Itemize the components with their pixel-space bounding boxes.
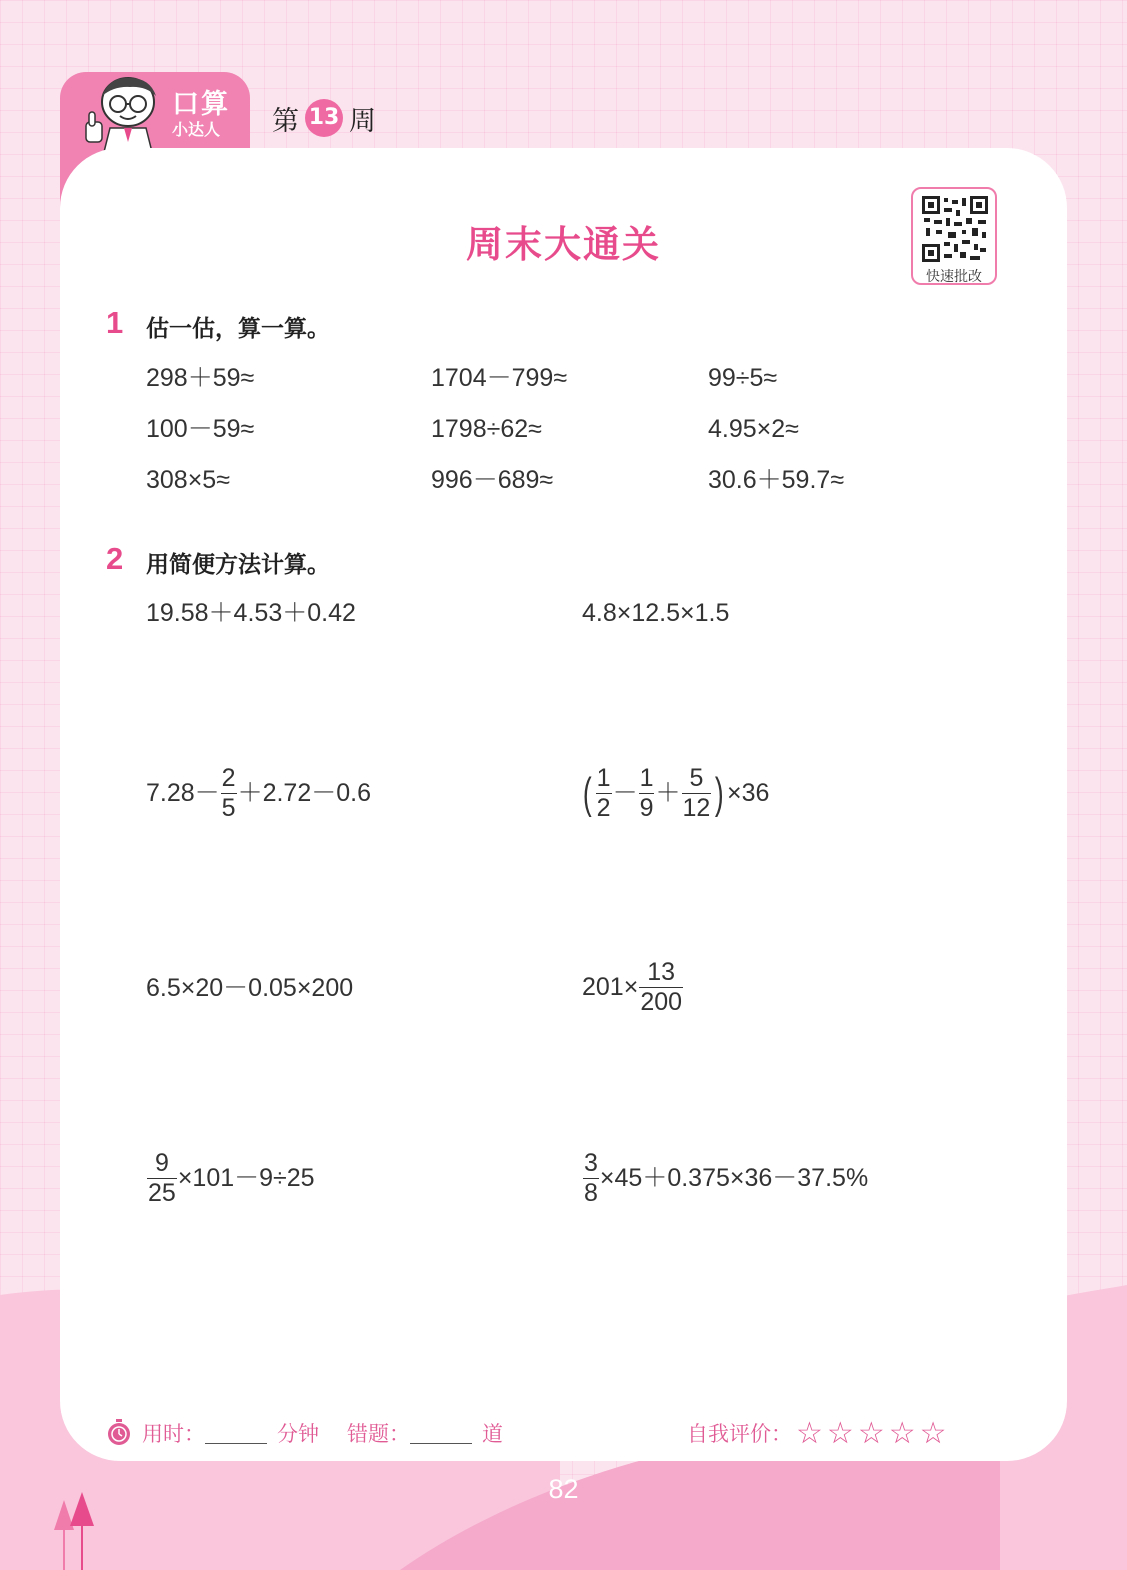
fraction-numerator: 2 xyxy=(221,764,236,792)
fraction-denominator: 9 xyxy=(639,794,654,822)
stopwatch-icon xyxy=(106,1419,132,1447)
calc-item-e: 6.5×20－0.05×200 xyxy=(146,974,354,1002)
star-icon[interactable]: ☆ xyxy=(796,1415,823,1451)
qr-code-box[interactable] xyxy=(911,187,997,285)
estimate-item: 1798÷62≈ xyxy=(431,415,542,443)
tree-decoration-icon xyxy=(50,1490,100,1570)
star-icon[interactable]: ☆ xyxy=(919,1415,947,1451)
fraction-denominator: 5 xyxy=(221,794,236,822)
errors-label: 错题： xyxy=(347,1422,410,1446)
fraction xyxy=(682,766,712,821)
star-icon[interactable]: ☆ xyxy=(857,1415,885,1451)
self-eval-row xyxy=(687,1415,947,1451)
fraction-numerator: 1 xyxy=(596,764,611,792)
calc-item-b: 4.8×12.5×1.5 xyxy=(582,599,730,627)
section-2-number: 2 xyxy=(106,541,124,576)
timing-row xyxy=(106,1418,503,1448)
section-2-title: 用简便方法计算。 xyxy=(146,552,330,578)
fraction xyxy=(596,766,612,821)
page-title: 周末大通关 xyxy=(466,223,661,266)
estimate-item: 298＋59≈ xyxy=(146,364,255,392)
fraction xyxy=(639,766,655,821)
errors-unit: 道 xyxy=(482,1422,503,1446)
calc-item-f xyxy=(582,960,684,1015)
fraction-denominator: 2 xyxy=(596,794,611,822)
fraction-denominator: 200 xyxy=(640,988,683,1016)
calc-item-a: 19.58＋4.53＋0.42 xyxy=(146,599,356,627)
fraction-numerator: 5 xyxy=(689,764,704,792)
logo-subtitle: 小达人 xyxy=(172,120,221,139)
estimate-item: 30.6＋59.7≈ xyxy=(708,466,845,494)
qr-label: 快速批改 xyxy=(926,269,982,285)
operator: ＋ xyxy=(655,779,681,807)
expr-part: 201× xyxy=(582,973,639,1001)
minutes-label: 分钟 xyxy=(277,1422,319,1446)
page-number: 82 xyxy=(548,1474,579,1504)
estimate-item: 308×5≈ xyxy=(146,466,230,494)
errors-input[interactable] xyxy=(410,1423,472,1444)
week-suffix: 周 xyxy=(349,105,376,137)
star-icon[interactable]: ☆ xyxy=(826,1415,854,1451)
expr-part: ×45＋0.375×36－37.5% xyxy=(599,1164,869,1192)
week-prefix: 第 xyxy=(272,105,299,137)
fraction xyxy=(639,960,683,1015)
section-1-title: 估一估，算一算。 xyxy=(146,316,330,342)
week-indicator xyxy=(272,98,376,138)
fraction-numerator: 9 xyxy=(154,1149,169,1177)
estimate-item: 1704－799≈ xyxy=(431,364,568,392)
star-icon[interactable]: ☆ xyxy=(888,1415,916,1451)
fraction-denominator: 25 xyxy=(148,1179,176,1207)
fraction-numerator: 1 xyxy=(639,764,654,792)
qr-code-icon xyxy=(922,196,988,262)
operator: － xyxy=(612,779,638,807)
calc-item-c xyxy=(146,766,371,821)
fraction xyxy=(147,1151,177,1206)
time-input[interactable] xyxy=(205,1423,267,1444)
fraction-denominator: 8 xyxy=(584,1179,598,1207)
expr-part: ＋2.72－0.6 xyxy=(237,779,371,807)
estimate-item: 100－59≈ xyxy=(146,415,255,443)
time-label: 用时： xyxy=(142,1422,205,1446)
fraction-denominator: 12 xyxy=(682,794,711,822)
fraction-numerator: 13 xyxy=(647,958,676,986)
left-paren: ( xyxy=(582,768,592,818)
self-eval-label: 自我评价： xyxy=(687,1422,792,1446)
expr-part: ×101－9÷25 xyxy=(177,1164,315,1192)
week-number-badge: 13 xyxy=(305,99,343,137)
estimate-item: 99÷5≈ xyxy=(708,364,778,392)
mascot-illustration xyxy=(80,72,170,152)
fraction-numerator: 3 xyxy=(584,1149,598,1177)
fraction xyxy=(221,766,237,821)
expr-part: 7.28－ xyxy=(146,779,220,807)
calc-item-h xyxy=(582,1151,868,1206)
calc-item-g xyxy=(146,1151,315,1206)
estimate-item: 996－689≈ xyxy=(431,466,554,494)
estimate-item: 4.95×2≈ xyxy=(708,415,799,443)
calc-item-d xyxy=(580,766,769,821)
fraction xyxy=(583,1151,599,1206)
logo-title: 口算 xyxy=(172,89,230,120)
section-1-number: 1 xyxy=(106,305,124,340)
right-paren: ) xyxy=(715,768,725,818)
expr-part: ×36 xyxy=(726,779,770,807)
